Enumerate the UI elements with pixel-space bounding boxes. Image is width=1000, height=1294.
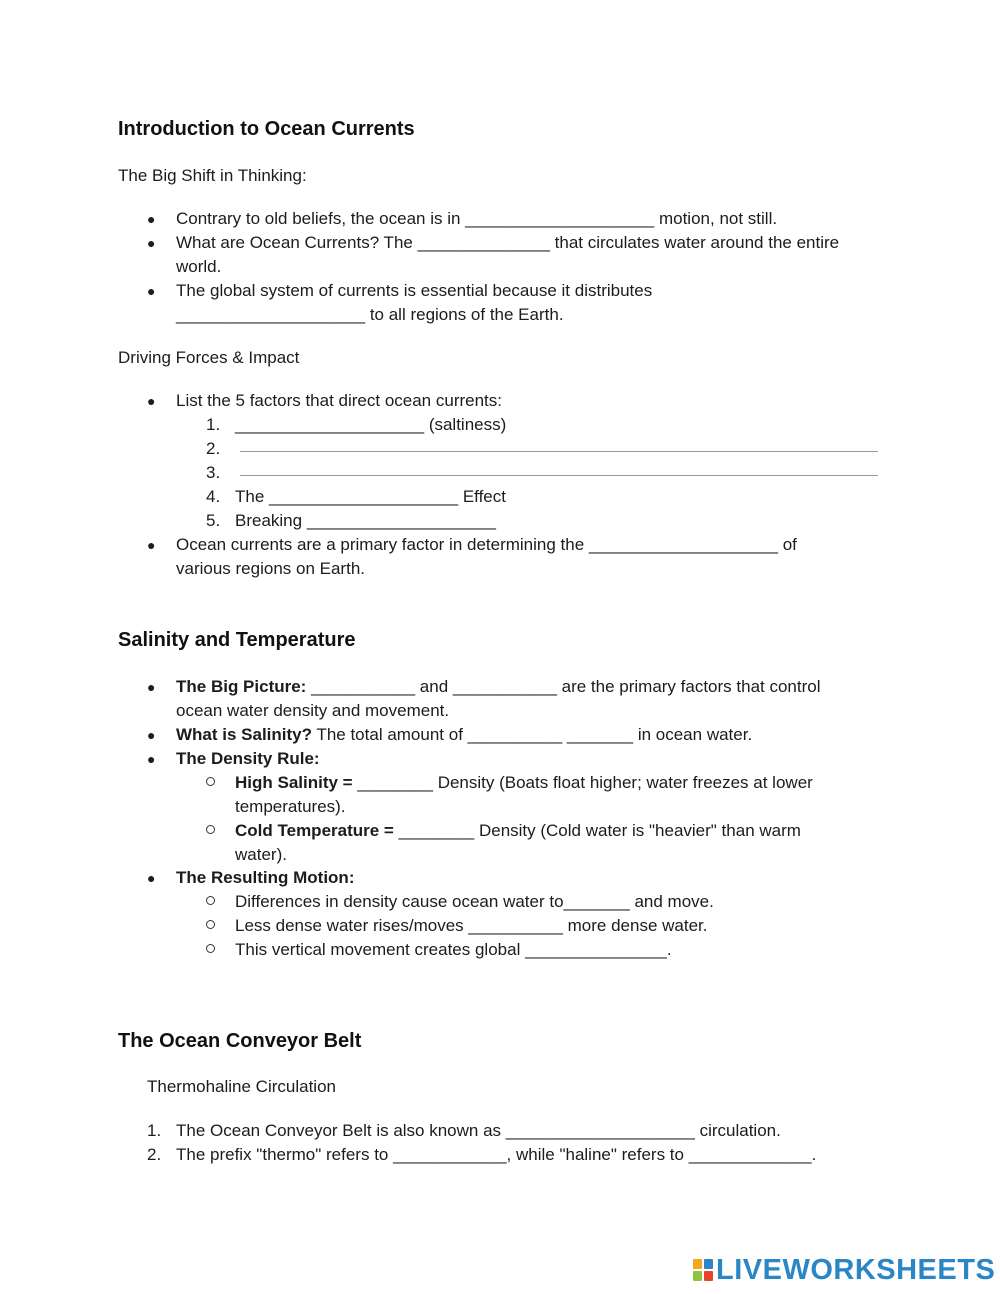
list-number: 1. xyxy=(206,415,221,434)
list-number: 4. xyxy=(206,487,221,506)
bullet-icon: ● xyxy=(147,211,156,227)
big-picture-text: ___________ and ___________ are the primary factors that control xyxy=(306,677,821,696)
question-motion: Contrary to old beliefs, the ocean is in ____________________ motion, not still. xyxy=(176,209,778,228)
bullet-icon: ● xyxy=(147,679,156,695)
factor-2-answer-line[interactable] xyxy=(240,451,878,452)
resulting-motion-heading xyxy=(176,866,354,890)
bullet-icon: ● xyxy=(147,727,156,743)
logo-text: LIVEWORKSHEETS xyxy=(716,1253,996,1286)
question-distributes-line2: ____________________ to all regions of the Earth. xyxy=(176,305,564,324)
conveyor-question-2: The prefix "thermo" refers to ____________, while "haline" refers to _____________. xyxy=(176,1145,817,1164)
bullet-icon: ● xyxy=(147,870,156,886)
factor-5: Breaking ____________________ xyxy=(235,511,496,530)
circle-bullet-icon xyxy=(206,920,215,929)
factors-intro: List the 5 factors that direct ocean currents: xyxy=(176,391,502,410)
big-picture-line1 xyxy=(176,675,821,699)
factor-3-answer-line[interactable] xyxy=(240,475,878,476)
bullet-icon: ● xyxy=(147,283,156,299)
label-high-salinity: High Salinity = xyxy=(235,773,353,792)
bullet-icon: ● xyxy=(147,235,156,251)
high-salinity-line1 xyxy=(235,771,813,795)
what-is-salinity xyxy=(176,723,752,747)
question-climate-line2: various regions on Earth. xyxy=(176,559,365,578)
conveyor-question-1: The Ocean Conveyor Belt is also known as ____________________ circulation. xyxy=(176,1121,781,1140)
list-number: 5. xyxy=(206,511,221,530)
motion-item-1: Differences in density cause ocean water to_______ and move. xyxy=(235,892,714,911)
subheading-big-shift: The Big Shift in Thinking: xyxy=(118,166,307,185)
density-rule-heading xyxy=(176,747,320,771)
circle-bullet-icon xyxy=(206,944,215,953)
list-number: 2. xyxy=(147,1145,162,1164)
liveworksheets-logo xyxy=(692,1255,995,1285)
factor-4: The ____________________ Effect xyxy=(235,487,506,506)
motion-item-3: This vertical movement creates global _______________. xyxy=(235,940,672,959)
question-currents-line2: world. xyxy=(176,257,222,276)
label-resulting-motion: The Resulting Motion: xyxy=(176,868,355,887)
big-picture-line2: ocean water density and movement. xyxy=(176,701,450,720)
section-title-intro: Introduction to Ocean Currents xyxy=(118,118,415,140)
high-salinity-line2: temperatures). xyxy=(235,797,346,816)
section-title-conveyor: The Ocean Conveyor Belt xyxy=(118,1030,362,1052)
label-density-rule: The Density Rule: xyxy=(176,749,320,768)
bullet-icon: ● xyxy=(147,537,156,553)
circle-bullet-icon xyxy=(206,896,215,905)
question-climate-line1: Ocean currents are a primary factor in determining the ____________________ of xyxy=(176,535,797,554)
high-salinity-text: ________ Density (Boats float higher; water freezes at lower xyxy=(352,773,813,792)
circle-bullet-icon xyxy=(206,825,215,834)
motion-item-2: Less dense water rises/moves __________ more dense water. xyxy=(235,916,708,935)
circle-bullet-icon xyxy=(206,777,215,786)
label-cold-temperature: Cold Temperature = xyxy=(235,821,394,840)
factor-1: ____________________ (saltiness) xyxy=(235,415,507,434)
liveworksheets-logo-icon xyxy=(692,1258,714,1282)
subheading-driving-forces: Driving Forces & Impact xyxy=(118,348,300,367)
question-currents-line1: What are Ocean Currents? The ______________ that circulates water around the entire xyxy=(176,233,840,252)
subheading-thermohaline: Thermohaline Circulation xyxy=(147,1077,336,1096)
list-number: 3. xyxy=(206,463,221,482)
cold-temperature-text: ________ Density (Cold water is "heavier" than warm xyxy=(393,821,801,840)
list-number: 2. xyxy=(206,439,221,458)
section-title-salinity: Salinity and Temperature xyxy=(118,629,356,651)
list-number: 1. xyxy=(147,1121,162,1140)
bullet-icon: ● xyxy=(147,393,156,409)
label-big-picture: The Big Picture: xyxy=(176,677,307,696)
salinity-text: The total amount of __________ _______ in ocean water. xyxy=(312,725,753,744)
cold-temperature-line2: water). xyxy=(235,845,287,864)
label-what-is-salinity: What is Salinity? xyxy=(176,725,313,744)
cold-temperature-line1 xyxy=(235,819,801,843)
question-distributes-line1: The global system of currents is essential because it distributes xyxy=(176,281,653,300)
bullet-icon: ● xyxy=(147,751,156,767)
